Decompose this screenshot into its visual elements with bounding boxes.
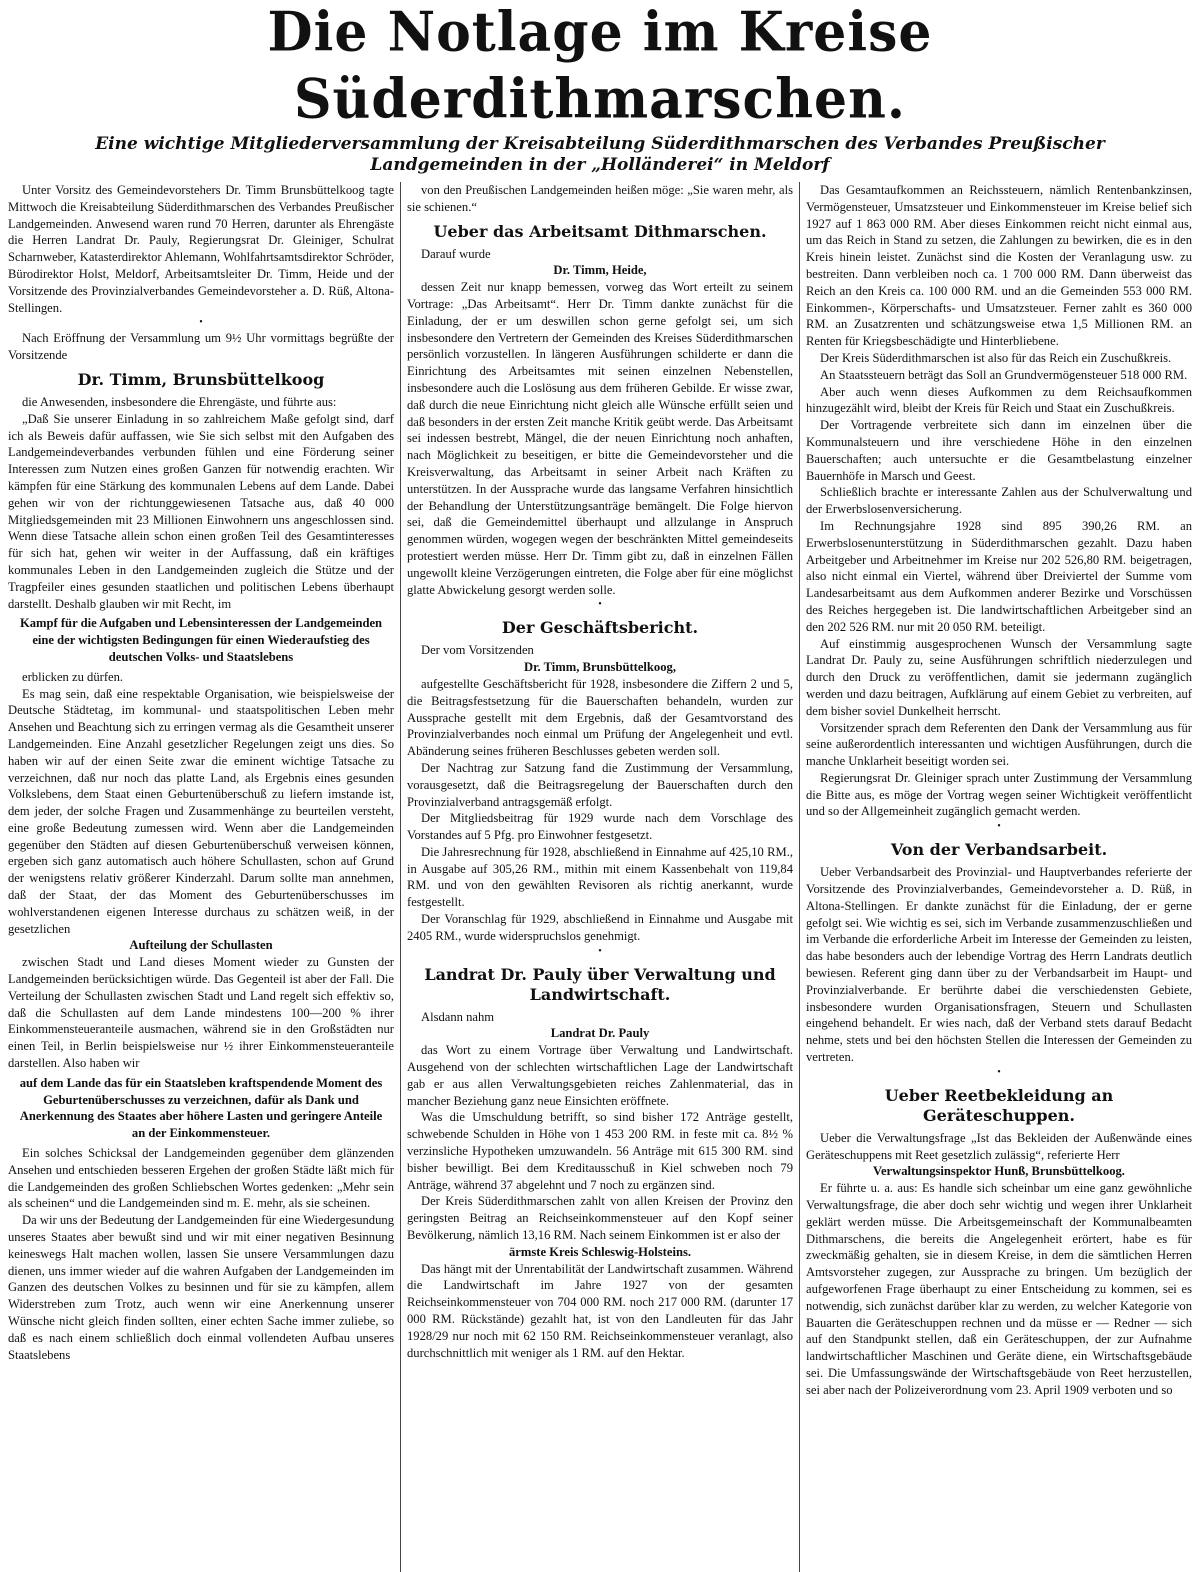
paragraph: Unter Vorsitz des Gemeindevorstehers Dr. Timm Brunsbüttelkoog tagte Mittwoch die Kreisabteilung Süderdithmarschen des Verbandes Preußischer Landgemeinden. Anwesend waren rund 70 Herren, darunter als Ehrengäste die Herren Landrat Dr. Pauly, Regierungsrat Dr. Gleiniger, Schulrat Scharnweber, Katasterdirektor Ahlemann, Wohlfahrtsamtsdirektor Schröder, Bürodirektor Holst, Meldorf, Arbeitsamtsleiter Dr. Timm, Heide und der Vorsitzende des Provinzialverbandes Gemeindevorsteher a. D. Rüß, Altona-Stellingen. — [8, 183, 394, 315]
section-separator: • — [199, 317, 203, 329]
section-separator: • — [997, 1066, 1001, 1078]
paragraph: Es mag sein, daß eine respektable Organisation, wie beispielsweise der Deutsche Städtetag, im kommunal- und staatspolitischen Leben mehr Ansehen und Beachtung sich zu erringen vermag als die Gesamtheit unserer Landgemeinden. Eine Anzahl gesetzlicher Regelungen zeigt uns dies. So haben wir auf der einen Seite zwar die eminent wichtige Tatsache zu verzeichnen, daß nur noch das platte Land, als Ergebnis eines gesunden Volkslebens, dem Staat einen Geburtenüberschuß zu liefern imstande ist, dem jeder, der solche Fragen und Zusammenhänge zu beurteilen versteht, eine große Bedeutung zumessen wird. Wenn aber die Landgemeinden gegenüber den Städten auf diesen Geburtenüberschuß verweisen können, ergeben sich ganz automatisch auch höhere Schullasten, schon auf Grund der wenigstens relativ größerer Kinderzahl. Darum sollte man annehmen, daß der Staat, der das Moment des Geburtenüberschusses im wohlverstandenen eigenen Interesse durchaus zu schätzen weiß, in der gesetzlichen — [8, 686, 394, 936]
column-1 — [2, 182, 400, 1572]
paragraph: Aber auch wenn dieses Aufkommen zu dem Reichsaufkommen hinzugezählt wird, bleibt der Kreis für Reich und Staat ein Zuschußkreis. — [806, 384, 1192, 416]
paragraph: Der Nachtrag zur Satzung fand die Zustimmung der Versammlung, vorausgesetzt, daß die Beitragsregelung der Bauerschaften durch den Provinzialverband antragsgemäß erfolgt. — [407, 760, 793, 809]
paragraph: Der Kreis Süderdithmarschen ist also für das Reich ein Zuschußkreis. — [820, 350, 1172, 365]
paragraph: Da wir uns der Bedeutung der Landgemeinden für eine Wiedergesundung unseres Staates aber bewußt sind und wir mit einer negativen Besinnung keineswegs Halt machen wollen, lassen Sie unsere Versammlungen dazu dienen, uns immer wieder auf die wahren Aufgaben der Landgemeinden im Ganzen des deutschen Volkes zu besinnen und für sie zu kämpfen, allem Widerstreben zum Trotz, auch wenn wir eine Anerkennung unserer Wünsche nicht gleich finden sollten, einer echten Sache immer zuliebe, so daß es nach einem schließlich doch einmal vollendeten Aufbau unseres Staatslebens — [8, 1213, 394, 1362]
section-heading: Dr. Timm, Brunsbüttelkoog — [77, 369, 325, 389]
paragraph: Alsdann nahm — [421, 1009, 495, 1024]
section-heading: Ueber Reetbekleidung an Geräteschuppen. — [884, 1085, 1114, 1125]
paragraph: erblicken zu dürfen. — [22, 669, 124, 684]
article-columns — [2, 182, 1198, 1572]
paragraph: Ueber Verbandsarbeit des Provinzial- und Hauptverbandes referierte der Vorsitzende des Provinzialverbandes, Gemeindevorsteher a. D. Rüß, in Altona-Stellingen. Er dankte zunächst für die Einladung, der er gerne gefolgt sei. Wie wichtig es sei, sich im Verbande zusammenzuschließen und im Verbande die erforderliche Arbeit im Interesse der Gemeinden zu leisten, das habe besonders auch der lebendige Vortrag des Herrn Landrats deutlich bewiesen. Referent ging dann über zu der Verbandsarbeit im Haupt- und Provinzialverbande. Er berührte dabei die verschiedensten Gebiete, insbesondere wurden Organisationsfragen, Steuern und Schullasten eingehend behandelt. Er wies nach, daß der Verband stets darauf Bedacht nehme, stets und bei den höchsten Stellen die Interessen der Gemeinden zu vertreten. — [806, 865, 1192, 1065]
subheading: Aufteilung der Schullasten — [129, 938, 273, 953]
paragraph: Der Voranschlag für 1929, abschließend in Einnahme und Ausgabe mit 2405 RM., wurde widerspruchslos genehmigt. — [407, 912, 793, 943]
section-heading: Von der Verbandsarbeit. — [890, 840, 1108, 860]
paragraph: Ueber die Verwaltungsfrage „Ist das Bekleiden der Außenwände eines Geräteschuppens mit Reet gesetzlich zulässig“, referierte Herr — [806, 1130, 1192, 1162]
section-separator: • — [598, 599, 602, 611]
subheadline: Eine wichtige Mitgliederversammlung der Kreisabteilung Süderdithmarschen des Verbandes Preußischer Landgemeinden in der „Holländerei“ in Meldorf — [95, 134, 1105, 175]
column-2 — [400, 182, 799, 1572]
paragraph: zwischen Stadt und Land dieses Moment wieder zu Gunsten der Landgemeinden berücksichtigen würde. Das Gegenteil ist aber der Fall. Die Verteilung der Schullasten zwischen Stadt und Land regelt sich effektiv so, daß die Schullasten auf dem Lande mindestens 100—200 % ihrer Einkommensteueranteile ausmachen, während sie in den Großstädten nur einen Teil, in Berlin beispielsweise nur ½ ihrer Einkommensteueranteile darstellen. Also haben wir — [8, 955, 394, 1071]
speaker-line: Verwaltungsinspektor Hunß, Brunsbüttelkoog. — [873, 1164, 1125, 1179]
section-heading: Der Geschäftsbericht. — [501, 618, 699, 638]
paragraph: Der vom Vorsitzenden — [421, 643, 534, 658]
section-heading: Landrat Dr. Pauly über Verwaltung und Landwirtschaft. — [424, 964, 776, 1004]
paragraph: Schließlich brachte er interessante Zahlen aus der Schulverwaltung und der Erwerbslosenversicherung. — [806, 485, 1192, 517]
paragraph: dessen Zeit nur knapp bemessen, vorweg das Wort erteilt zu seinem Vortrage: „Das Arbeitsamt“. Herr Dr. Timm dankte zunächst für die Einladung, der er um deswillen schon gerne gefolgt sei, um sich insbesondere den Vertretern der Gemeinden des Kreises Süderdithmarschen persönlich vorzustellen. In längeren Ausführungen schilderte er dann die Einrichtung des Arbeitsamtes mit seinen einzelnen Nebenstellen, insbesondere auch die Loslösung aus dem früheren Gebilde. Er wisse zwar, daß durch die neue Einrichtung nicht gleich alle Wünsche erfüllt seien und daß besonders in der ersten Zeit manche Kritik geübt werde. Das Arbeitsamt sei indessen bestrebt, Mängel, die der neuen Einrichtung noch anhaften, nach Möglichkeit zu beseitigen, er bitte die Gemeindevorsteher und die Kreisverwaltung, das Arbeitsamt in seiner Arbeit nach Kräften zu unterstützen. In der Aussprache wurde das langsame Verfahren hinsichtlich der Behandlung der Unterstützungsanträge bemängelt. Die Folge hiervon sei, daß die Gemeindemittel überhaupt und allzulange in Anspruch genommen würden, wogegen wegen der beschränkten Mittel gemeindeseits protestiert werden müsse. Herr Dr. Timm gibt zu, daß in einzelnen Fällen ungewollt kleine Verzögerungen eintreten, die Folge aber für eine möglichst glatte Abwickelung gesorgt werden solle. — [407, 280, 793, 597]
paragraph: An Staatssteuern beträgt das Soll an Grundvermögensteuer 518 000 RM. — [820, 367, 1188, 382]
section-heading: Ueber das Arbeitsamt Dithmarschen. — [433, 221, 767, 241]
paragraph: aufgestellte Geschäftsbericht für 1928, insbesondere die Ziffern 2 und 5, die Beitragsfestsetzung für die Bauerschaften behandeln, wurden zur Aussprache gestellt mit dem Ergebnis, daß der Gesamtvorstand des Provinzialverbandes noch einmal um Prüfung der Angelegenheit und evtl. Abänderung seines früheren Beschlusses gebeten werden soll. — [407, 676, 793, 759]
headline: Die Notlage im Kreise Süderdithmarschen. — [267, 0, 933, 132]
paragraph: Vorsitzender sprach dem Referenten den Dank der Versammlung aus für seine außerordentlich interessanten und wichtigen Ausführungen, durch die manche Unklarheit beseitigt worden sei. — [806, 720, 1192, 769]
paragraph: Im Rechnungsjahre 1928 sind 895 390,26 RM. an Erwerbslosenunterstützung in Süderdithmarschen gezahlt. Dazu haben Arbeitgeber und Arbeitnehmer im Kreise nur 202 526,80 RM. beigetragen, also nicht einmal ein Viertel, während über Dreiviertel der Summe vom Landesarbeitsamt aus dem Aufkommen anderer Bezirke und Vorschüssen des Reiches hergegeben ist. Die landwirtschaftlichen Arbeitgeber sind an den 202 526 RM. nur mit 20 050 RM. beteiligt. — [806, 518, 1192, 634]
paragraph: „Daß Sie unserer Einladung in so zahlreichem Maße gefolgt sind, darf ich als Beweis dafür auffassen, wie Sie sich selbst mit den Aufgaben des Landgemeindeverbandes verbunden fühlen und eine Förderung seiner Interessen zum Nutzen eines großen Ganzen für notwendig erachten. Wir kämpfen für eine Stärkung des kommunalen Lebens auf dem Lande. Dabei gehen wir von der richtunggewiesenen Tatsache aus, daß 40 000 Mitgliedsgemeinden mit 23 Millionen Einwohnern uns angeschlossen sind. Wenn diese Tatsache allein schon einen großen Teil des Gesamtinteresses für sich hat, gehen wir weiter in der Auffassung, daß ein kräftiges kommunales Leben in den Landgemeinden zugleich die Stütze und der Tragpfeiler eines gesunden staatlichen und politischen Lebens überhaupt darstellt. Deshalb glauben wir mit Recht, im — [8, 411, 394, 611]
paragraph: Das hängt mit der Unrentabilität der Landwirtschaft zusammen. Während die Landwirtschaft im Jahre 1927 von der gesamten Reichseinkommensteuer von 704 000 RM. noch 217 000 RM. (darunter 17 000 RM. Rückstände) gezahlt hat, ist von den Landleuten für das Jahr 1928/29 nur noch mit 62 150 RM. Reichseinkommensteuer veranlagt, also durchschnittlich mit weniger als 1 RM. auf den Hektar. — [407, 1261, 793, 1360]
emphasis-block: auf dem Lande das für ein Staatsleben kraftspendende Moment des Geburtenüberschusses zu verzeichnen, dafür als Dank und Anerkennung des Staates aber höhere Lasten und geringere Anteile an der Einkommensteuer. — [19, 1075, 383, 1141]
column-3 — [799, 182, 1198, 1572]
emphasis-block: Kampf für die Aufgaben und Lebensinteressen der Landgemeinden eine der wichtigsten Bedingungen für einen Wiederaufstieg des deutschen Volks- und Staatslebens — [19, 616, 383, 664]
paragraph: die Anwesenden, insbesondere die Ehrengäste, und führte aus: — [22, 394, 337, 409]
paragraph: Der Kreis Süderdithmarschen zahlt von allen Kreisen der Provinz den geringsten Beitrag an Reichseinkommensteuer auf den Kopf seiner Bevölkerung, nämlich 13,16 RM. Nach seinem Einkommen ist er also der — [407, 1194, 793, 1243]
paragraph: von den Preußischen Landgemeinden heißen möge: „Sie waren mehr, als sie schienen.“ — [407, 183, 793, 214]
paragraph: Regierungsrat Dr. Gleiniger sprach unter Zustimmung der Versammlung die Bitte aus, es möge der Vortrag wegen seiner Wichtigkeit veröffentlicht und so der Allgemeinheit zugänglich gemacht werden. — [806, 770, 1192, 819]
section-separator: • — [598, 945, 602, 957]
paragraph: Der Mitgliedsbeitrag für 1929 wurde nach dem Vorschlage des Vorstandes auf 5 Pfg. pro Einwohner festgesetzt. — [407, 811, 793, 843]
speaker-line: Landrat Dr. Pauly — [550, 1026, 650, 1041]
paragraph: Auf einstimmig ausgesprochenen Wunsch der Versammlung sagte Landrat Dr. Pauly zu, seine Ausführungen schriftlich niederzulegen und durch den Druck zu veröffentlichen, damit sie jedermann zugänglich werden und dazu beitragen, Aufklärung auf einem Gebiet zu verbreiten, auf dem bisher soviel Dunkelheit herrscht. — [806, 636, 1192, 718]
speaker-line: Dr. Timm, Heide, — [553, 263, 647, 278]
speaker-line: ärmste Kreis Schleswig-Holsteins. — [508, 1244, 691, 1259]
speaker-line: Dr. Timm, Brunsbüttelkoog, — [524, 660, 676, 675]
paragraph: das Wort zu einem Vortrage über Verwaltung und Landwirtschaft. Ausgehend von der schlechten wirtschaftlichen Lage der Landwirtschaft gab er aus allen Verwaltungsgebieten reiches Zahlenmaterial, das in mancher Beziehung ganz neue Einsichten eröffnete. — [407, 1043, 793, 1108]
section-separator: • — [997, 821, 1001, 833]
paragraph: Der Vortragende verbreitete sich dann im einzelnen über die Kommunalsteuern und ihre verschiedene Höhe in den einzelnen Bauerschaften; auch untersuchte er die Gesamtbelastung einzelner Bauernhöfe in Marsch und Geest. — [806, 418, 1192, 483]
paragraph: Was die Umschuldung betrifft, so sind bisher 172 Anträge gestellt, schwebende Schulden in Höhe von 1 453 200 RM. in feste mit ca. 8½ % verzinsliche Hypotheken umzuwandeln. 56 Anträge mit 615 300 RM. sind bisher bewilligt. Bei dem Kreditausschuß in Kiel schweben noch 79 Anträge, während 37 abgelehnt und 7 noch zu ergänzen sind. — [407, 1110, 793, 1192]
paragraph: Nach Eröffnung der Versammlung um 9½ Uhr vormittags begrüßte der Vorsitzende — [8, 331, 394, 363]
paragraph: Er führte u. a. aus: Es handle sich scheinbar um eine ganz gewöhnliche Verwaltungsfrage, die aber doch sehr wichtig und wegen ihrer Unklarheit geklärt werden müsse. Die Arbeitsgemeinschaft der Kommunalbeamten Dithmarschens, die bereits die Angelegenheit erörtert, habe es für zweckmäßig gehalten, sie in diesem Kreise, in dem die sämtlichen Herren Amtsvorsteher zugegen, zur Aussprache zu bringen. Um bezüglich der aufgeworfenen Frage überhaupt zu einer Entscheidung zu kommen, sei es notwendig, sich zunächst darüber klar zu werden, zu welcher Kategorie von Bauarten die Geräteschuppen rechnen und da müsse er — Redner — sich auf den Standpunkt stellen, daß ein Geräteschuppen, der zur Aufnahme landwirtschaftlicher Maschinen und Geräte diene, ein Wirtschaftsgebäude sei. Die Umfassungswände der Wirtschaftsgebäude von Reet herzustellen, sei aber nach der Polizeiverordnung vom 23. April 1909 verboten und so — [806, 1181, 1192, 1397]
paragraph: Darauf wurde — [421, 246, 491, 261]
paragraph: Ein solches Schicksal der Landgemeinden gegenüber dem glänzenden Ansehen und entschieden besseren Ergehen der großen Städte läßt mich für die Landgemeinden des großen Schliebschen Wortes gedenken: „Mehr sein als scheinen“ und die Landgemeinden sind m. E. mehr, als sie scheinen. — [8, 1146, 394, 1211]
paragraph: Das Gesamtaufkommen an Reichssteuern, nämlich Rentenbankzinsen, Vermögensteuer, Umsatzsteuer und Einkommensteuer im Kreise belief sich 1927 auf 1 863 000 RM. Aber dieses Einkommen reicht nicht einmal aus, um das Reich in Stand zu setzen, die Zahlungen zu bewirken, die es in den Kreis hinein leistet. Zunächst sind die Kosten der Veranlagung usw. zu bestreiten. Dann verbleiben noch ca. 1 700 000 RM. Dann überweist das Reich an den Kreis ca. 100 000 RM. und an die Gemeinden 553 000 RM. Einkommen-, Körperschafts- und Umsatzsteuer. Ferner zahlt es 360 000 RM. an Zusatzrenten und schätzungsweise etwa 1,5 Millionen RM. an Renten für Kriegsbeschädigte und Hinterbliebene. — [806, 183, 1192, 349]
paragraph: Die Jahresrechnung für 1928, abschließend in Einnahme auf 425,10 RM., in Ausgabe auf 305,26 RM., mithin mit einem Kassenbehalt von 119,84 RM. und von den gewählten Revisoren als richtig anerkannt, wurde festgestellt. — [407, 844, 793, 910]
